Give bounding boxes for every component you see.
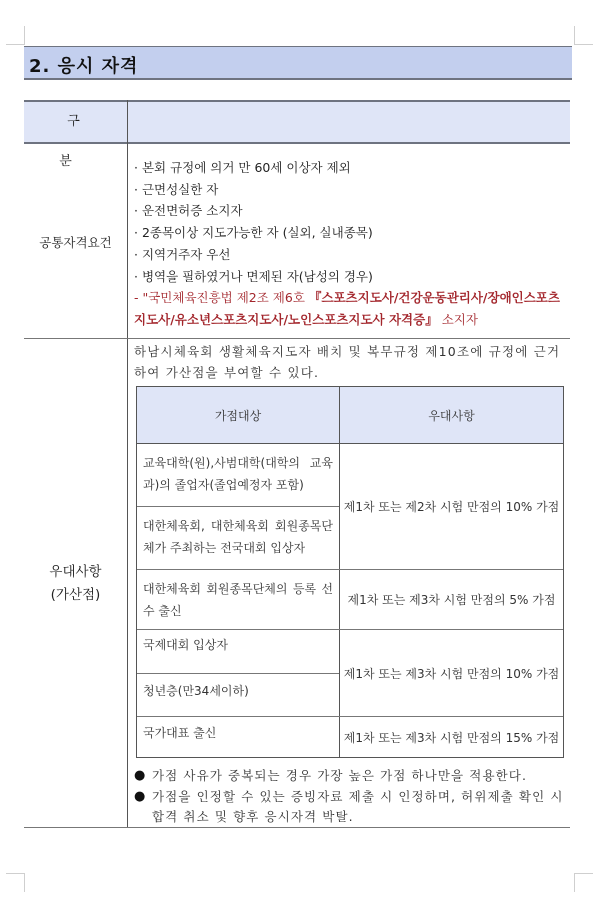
bonus-benefit-cell: 제1차 또는 제3차 시험 만점의 15% 가점 [343,730,560,745]
inner-row-divider [137,506,339,507]
note-text: 가점을 인정할 수 있는 증빙자료 제출 시 인정하며, 허위제출 확인 시 합격 취소 및 향후 응시자격 박탈. [152,788,564,824]
note-suffix: 소지자 [437,311,478,327]
bonus-benefit-cell: 제1차 또는 제3차 시험 만점의 5% 가점 [347,593,556,607]
bonus-target-cell: 국제대회 입상자 [143,638,228,652]
category-header: 구 분 [59,114,100,169]
bonus-benefit-header: 우대사항 [340,387,563,443]
inner-row-divider [137,443,563,444]
bonus-target-cell: 청년층(만34세이하) [143,684,249,698]
requirement-item: · 2종목이상 지도가능한 자 (실외, 실내종목) [134,225,373,241]
preference-row [24,339,570,828]
preference-label [24,339,127,828]
preference-notes [134,766,570,828]
inner-row-divider [137,569,563,570]
bonus-benefit-cell: 제1차 또는 제3차 시험 만점의 10% 가점 [343,666,560,681]
common-requirements-list [134,157,566,331]
page-corner-marker [6,873,25,892]
page-corner-marker [574,26,593,45]
requirement-item: · 본회 규정에 의거 만 60세 이상자 제외 [134,160,351,175]
bonus-target-cell: 대한체육회, 대한체육회 회원종목단체가 주최하는 전국대회 입상자 [143,519,333,555]
bonus-target-cell: 교육대학(원),사범대학(대학의 교육과)의 졸업자(졸업예정자 포함) [143,456,333,492]
requirement-item: · 운전면허증 소지자 [134,203,243,219]
requirement-item: · 병역을 필하였거나 면제된 자(남성의 경우) [134,268,373,284]
page-corner-marker [574,873,593,892]
note-text: 가점 사유가 중복되는 경우 가장 높은 가점 하나만을 적용한다. [152,768,528,783]
bonus-target-cell: 국가대표 출신 [143,726,217,740]
requirement-item: · 근면성실한 자 [134,181,219,197]
preference-intro: 하남시체육회 생활체육지도자 배치 및 복무규정 제10조에 규정에 근거하여 가산점을 부여할 수 있다. [134,344,561,380]
common-requirements-label: 공통자격요건 [39,234,112,250]
note-item [134,766,570,787]
bonus-points-table [136,386,564,758]
preference-label-line2: (가산점) [50,586,101,603]
certificate-requirement-note [134,287,566,330]
page-corner-marker [6,26,25,45]
bonus-benefit-cell: 제1차 또는 제2차 시험 만점의 10% 가점 [343,500,560,514]
common-requirements-row [24,144,570,339]
bonus-target-cell: 대한체육회 회원종목단체의 등록 선수 출신 [143,582,333,618]
note-prefix: - "국민체육진흥법 제2조 제6호 [134,290,309,306]
section-title: 2. 응시 자격 [29,56,139,77]
bonus-target-header: 가점대상 [137,387,339,443]
section-title-bar [24,46,572,80]
note-certificates: 『스포츠지도사/건강운동관리사/장애인스포츠지도사/유소년스포츠지도사/노인스포츠지도사 자격증』 [134,290,560,327]
inner-row-divider [137,716,563,717]
inner-row-divider [137,673,339,674]
bullet-icon: ● [134,768,147,783]
requirement-item: · 지역거주자 우선 [134,246,231,262]
bullet-icon: ● [134,788,147,804]
note-item [134,787,570,828]
preference-label-line1: 우대사항 [49,563,102,580]
inner-row-divider [137,629,563,630]
